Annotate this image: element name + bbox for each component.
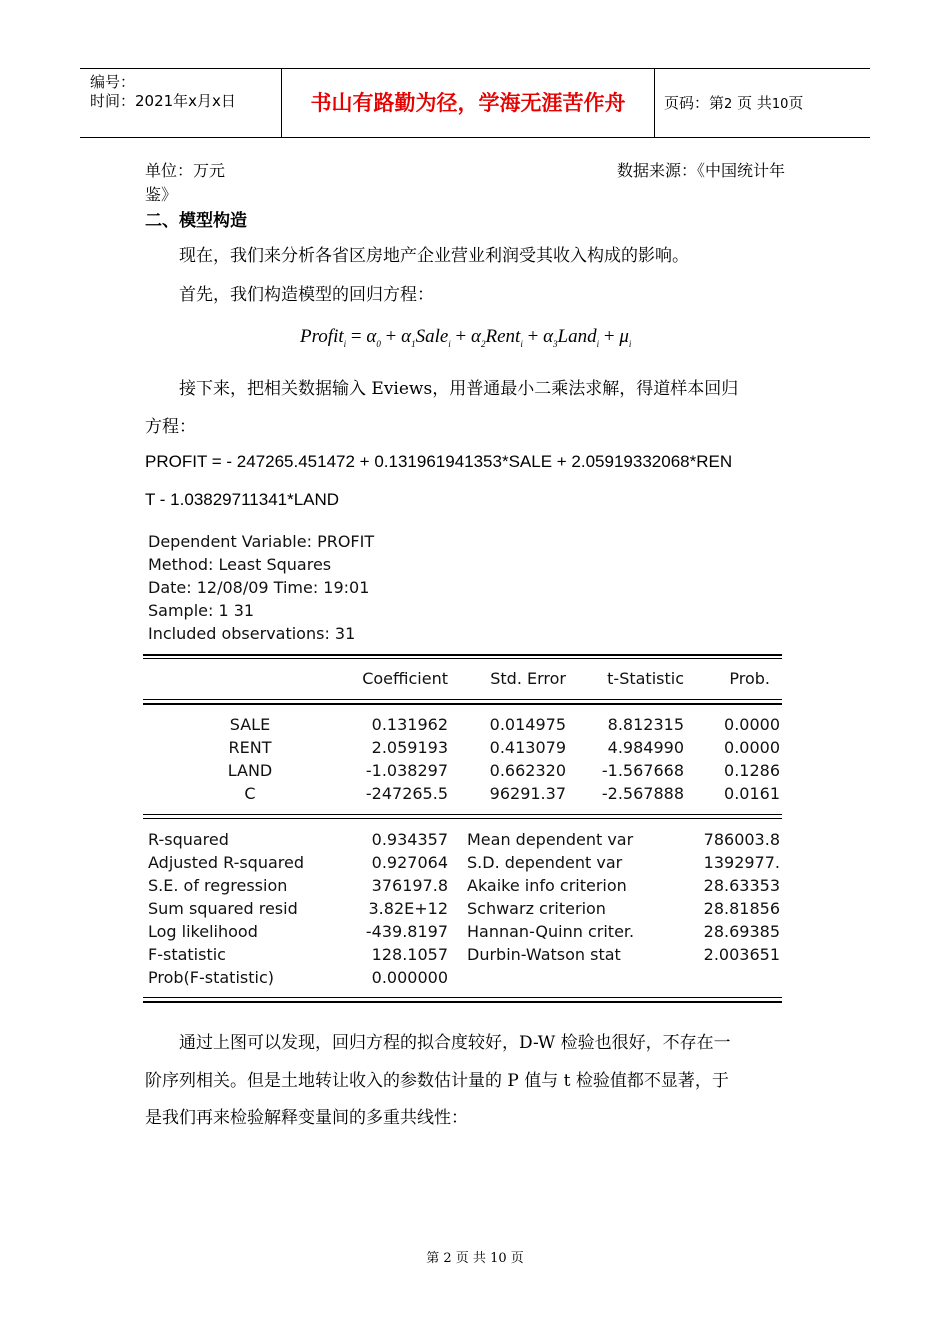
col-t-statistic: t-Statistic [607, 669, 684, 688]
p-value: 0.0000 [724, 738, 780, 757]
eq-sub: i [520, 338, 523, 349]
table-rule [143, 654, 782, 656]
var-name: LAND [227, 761, 273, 780]
stat-label: R-squared [148, 830, 229, 849]
eq-sub: i [596, 338, 600, 349]
col-coefficient: Coefficient [362, 669, 448, 688]
coef-value: 2.059193 [371, 738, 448, 757]
paragraph-4-cont2: 是我们再来检验解释变量间的多重共线性： [145, 1108, 468, 1128]
stat-label: Mean dependent var [467, 830, 634, 849]
stat-label: Sum squared resid [148, 899, 298, 918]
header-page-info [664, 69, 803, 137]
time-label: 时间：2021年x月x日 [90, 92, 236, 110]
stat-value: 376197.8 [371, 876, 448, 895]
unit-label: 单位：万元 [145, 161, 226, 180]
paragraph-3-cont: 方程： [145, 417, 196, 437]
eq-sub: i [628, 338, 632, 349]
eq-plus: + [599, 326, 620, 347]
t-value: -2.567888 [601, 784, 684, 803]
stat-value: 3.82E+12 [368, 899, 448, 918]
stat-label: Hannan-Quinn criter. [467, 922, 635, 941]
table-rule [143, 1001, 782, 1003]
coef-value: -247265.5 [365, 784, 448, 803]
stat-value: -439.8197 [365, 922, 448, 941]
stat-label: S.E. of regression [148, 876, 288, 895]
p-value: 0.0161 [724, 784, 780, 803]
page-header [80, 68, 870, 138]
regression-equation-cont: T - 1.03829711341*LAND [145, 490, 340, 509]
model-equation [300, 326, 631, 349]
eq-equals: = [346, 326, 367, 347]
eq-mu: μ [619, 326, 629, 347]
table-rule [143, 658, 782, 659]
p-value: 0.1286 [724, 761, 780, 780]
t-value: 4.984990 [607, 738, 684, 757]
eq-sub: i [343, 338, 347, 349]
eq-plus: + [522, 326, 544, 347]
var-name: SALE [229, 715, 271, 734]
footer-suffix: 页 [510, 1251, 524, 1266]
sample: Sample: 1 31 [148, 601, 255, 620]
table-rule [143, 818, 782, 819]
t-value: -1.567668 [601, 761, 684, 780]
page-prefix: 页码：第 [664, 94, 725, 112]
stat-label: F-statistic [148, 945, 226, 964]
eq-alpha: α [366, 326, 377, 347]
stat-value: 0.927064 [371, 853, 448, 872]
footer-page-number: 2 [443, 1251, 452, 1266]
eq-plus: + [450, 326, 472, 347]
method: Method: Least Squares [148, 555, 332, 574]
stat-value: 28.81856 [703, 899, 780, 918]
eq-profit: Profit [300, 326, 344, 347]
stat-value: 1392977. [703, 853, 780, 872]
footer-prefix: 第 [426, 1251, 440, 1266]
source-label-wrap: 鉴》 [145, 185, 178, 204]
stat-value: 2.003651 [703, 945, 780, 964]
eq-sub: i [448, 338, 451, 349]
se-value: 96291.37 [489, 784, 566, 803]
eq-sale: Sale [415, 326, 449, 347]
se-value: 0.014975 [489, 715, 566, 734]
table-rule [143, 699, 782, 700]
coef-value: 0.131962 [371, 715, 448, 734]
date-time: Date: 12/08/09 Time: 19:01 [148, 578, 370, 597]
se-value: 0.662320 [489, 761, 566, 780]
col-prob: Prob. [729, 669, 770, 688]
eq-sub: 3 [553, 338, 558, 349]
observations: Included observations: 31 [148, 624, 356, 643]
eq-land: Land [557, 326, 597, 347]
paragraph-4-cont: 阶序列相关。但是土地转让收入的参数估计量的 P 值与 t 检验值都不显著，于 [145, 1071, 729, 1091]
regression-equation: PROFIT = - 247265.451472 + 0.131961941353*SALE + 2.05919332068*REN [145, 452, 733, 471]
table-rule [143, 703, 782, 705]
eq-plus: + [380, 326, 402, 347]
stat-label: Schwarz criterion [467, 899, 606, 918]
header-divider [654, 69, 655, 137]
paragraph-2: 首先，我们构造模型的回归方程： [179, 285, 434, 305]
stat-value: 128.1057 [371, 945, 448, 964]
page-suffix: 页 [788, 94, 804, 112]
table-rule [143, 997, 782, 998]
number-label: 编号： [90, 73, 136, 91]
eq-rent: Rent [485, 326, 521, 347]
page-total: 10 [771, 97, 789, 112]
footer-page-total: 10 [490, 1251, 507, 1266]
header-meta [90, 73, 280, 111]
paragraph-4: 通过上图可以发现，回归方程的拟合度较好，D-W 检验也很好，不存在一 [179, 1033, 731, 1053]
stat-value: 28.69385 [703, 922, 780, 941]
eq-sub: 2 [481, 338, 486, 349]
stat-value: 0.000000 [371, 968, 448, 987]
se-value: 0.413079 [489, 738, 566, 757]
source-label: 数据来源：《中国统计年 [617, 161, 786, 180]
page-number: 2 [724, 97, 733, 112]
section-title: 二、模型构造 [145, 211, 247, 231]
eq-alpha: α [471, 326, 481, 347]
stat-value: 786003.8 [703, 830, 780, 849]
eq-sub: 0 [376, 338, 381, 349]
page-mid: 页 共 [737, 94, 772, 112]
stat-label: Akaike info criterion [467, 876, 627, 895]
stat-label: Log likelihood [148, 922, 258, 941]
stat-label: Adjusted R-squared [148, 853, 305, 872]
eq-sub: 1 [411, 338, 416, 349]
page-footer [0, 1247, 950, 1266]
paragraph-1: 现在，我们来分析各省区房地产企业营业利润受其收入构成的影响。 [179, 246, 689, 266]
dependent-variable: Dependent Variable: PROFIT [148, 532, 375, 551]
p-value: 0.0000 [724, 715, 780, 734]
stat-value: 28.63353 [703, 876, 780, 895]
header-motto: 书山有路勤为径，学海无涯苦作舟 [310, 91, 626, 115]
stat-value: 0.934357 [371, 830, 448, 849]
stat-label: S.D. dependent var [467, 853, 623, 872]
table-rule [143, 814, 782, 815]
coef-value: -1.038297 [365, 761, 448, 780]
t-value: 8.812315 [607, 715, 684, 734]
paragraph-3: 接下来，把相关数据输入 Eviews，用普通最小二乘法求解，得道样本回归 [179, 379, 739, 399]
stat-label: Prob(F-statistic) [148, 968, 274, 987]
eq-alpha: α [401, 326, 412, 347]
var-name: RENT [228, 738, 272, 757]
eq-alpha: α [543, 326, 554, 347]
footer-mid: 页 共 [455, 1251, 486, 1266]
stat-label: Durbin-Watson stat [467, 945, 621, 964]
col-std-error: Std. Error [490, 669, 566, 688]
eviews-header [148, 530, 374, 645]
var-name: C [244, 784, 256, 803]
